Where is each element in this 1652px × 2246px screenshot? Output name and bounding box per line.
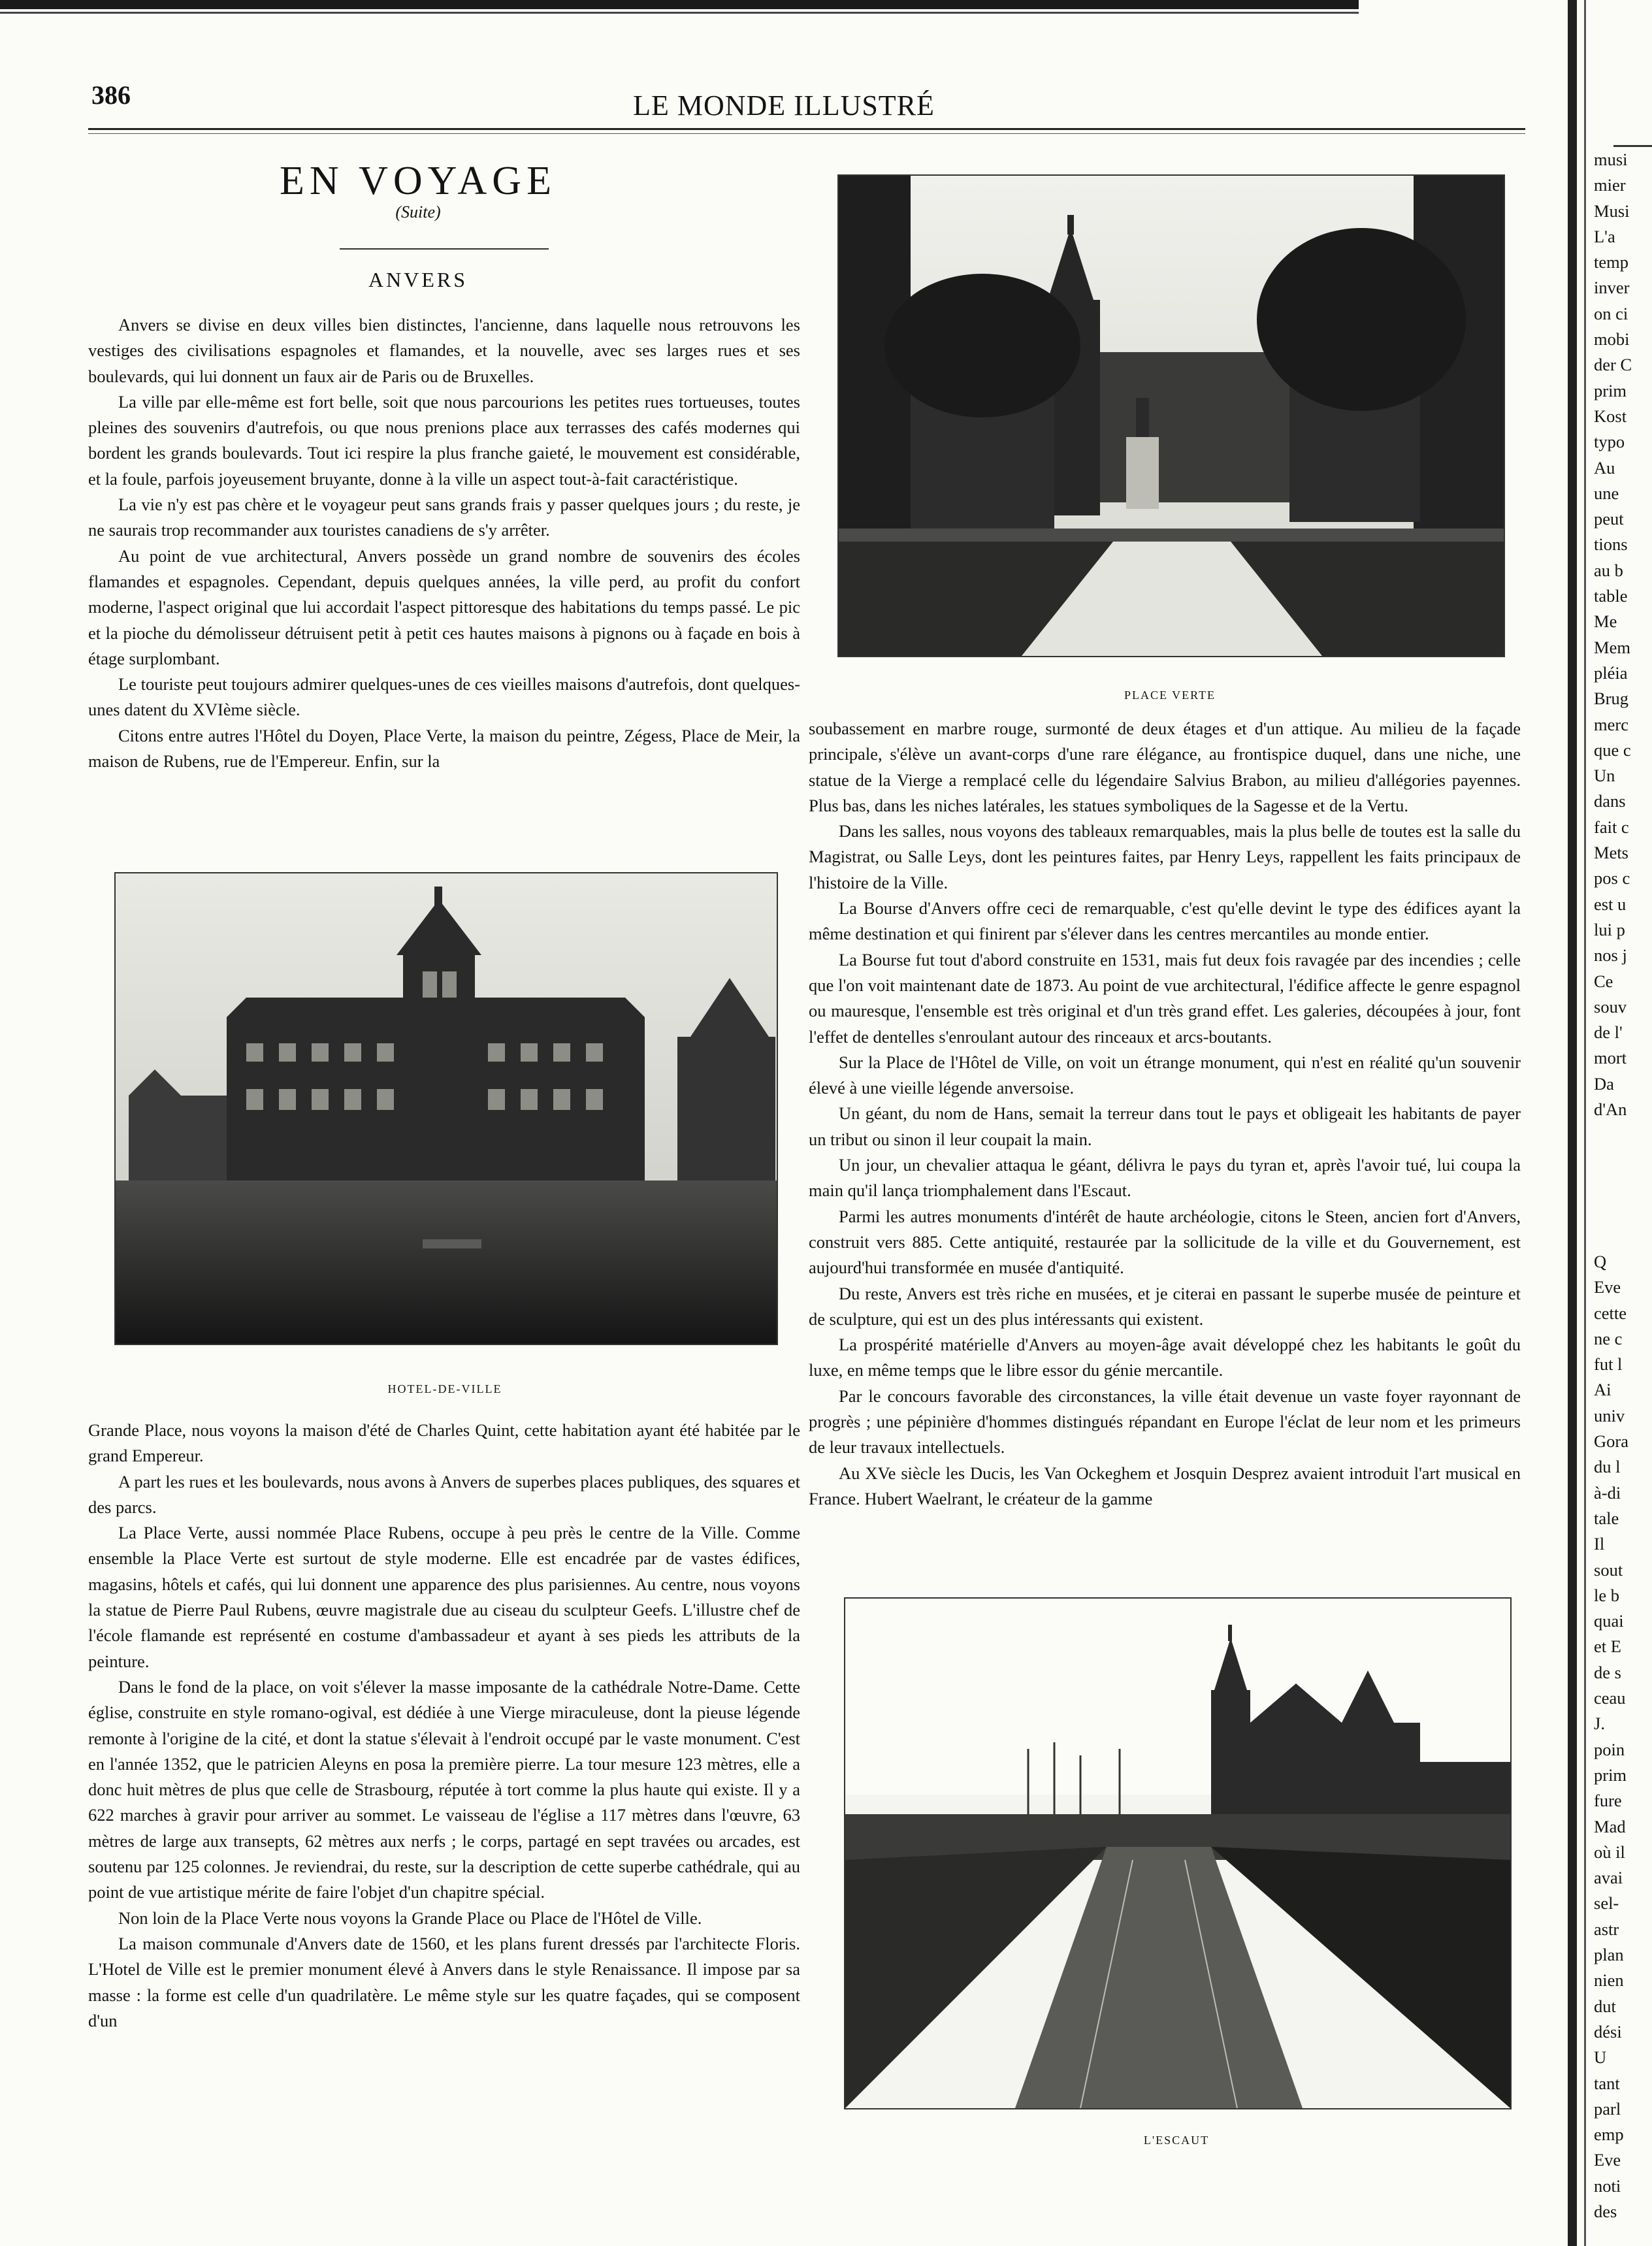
- adjacent-column-line: typo: [1594, 432, 1625, 452]
- adjacent-column-line: Me: [1594, 611, 1617, 632]
- adjacent-column-line: fure: [1594, 1791, 1622, 1811]
- adjacent-column-line: est u: [1594, 894, 1627, 914]
- adjacent-column-line: peut: [1594, 509, 1624, 529]
- adjacent-column-line: de l': [1594, 1022, 1623, 1043]
- adjacent-column-line: Mad: [1594, 1816, 1626, 1836]
- adjacent-column-line: avai: [1594, 1868, 1623, 1888]
- adjacent-column-line: poin: [1594, 1739, 1625, 1759]
- escaut-photo: [844, 1597, 1512, 2109]
- adjacent-column-line: ne c: [1594, 1328, 1623, 1348]
- adjacent-column-line: nien: [1594, 1970, 1624, 1991]
- adjacent-column-line: du l: [1594, 1457, 1621, 1477]
- adjacent-column-line: sout: [1594, 1559, 1623, 1580]
- adjacent-column-line: astr: [1594, 1919, 1619, 1939]
- hotel-de-ville-photo: [114, 872, 778, 1345]
- adjacent-column-line: Un: [1594, 766, 1615, 786]
- adjacent-column-line: souv: [1594, 996, 1627, 1017]
- adjacent-column-line: Au: [1594, 457, 1615, 478]
- paragraph: Dans le fond de la place, on voit s'élever la masse imposante de la cathédrale Notre-Dame. Cette église, construite en style romano-ogival, est dédiée à une Vierge miraculeuse, dont la pieuse légende remonte à l'origine de la cité, et dont la statue s'élevait à l'endroit occupé par le vaste monument. C'est en l'année 1352, que le patricien Aleyns en posa la première pierre. La tour mesure 123 mètres, elle a donc huit mètres de plus que celle de Strasbourg, réputée à tort comme la plus haute qui existe. Il y a 622 marches à gravir pour arriver au sommet. Le vaisseau de l'église a 117 mètres dans l'œuvre, 63 mètres de large aux transepts, 62 mètres aux nerfs ; le corps, partagé en sept travées ou arcades, est soutenu par 125 colonnes. Je reviendrai, du reste, sur la description de cette superbe cathédrale, qui au point de vue artistique mérite de faire l'objet d'un chapitre spécial.: [88, 1676, 800, 1902]
- adjacent-column-line: Gora: [1594, 1431, 1628, 1452]
- article-subtitle: (Suite): [395, 203, 441, 221]
- escaut-caption: L'ESCAUT: [1143, 2134, 1210, 2147]
- adjacent-column-line: merc: [1594, 714, 1628, 734]
- paragraph: Grande Place, nous voyons la maison d'été de Charles Quint, cette habitation ayant été habitée par le grand Empereur.: [88, 1420, 800, 1466]
- paragraph: La prospérité matérielle d'Anvers au moyen-âge avait développé chez les habitants le goût du luxe, en même temps que le libre essor du génie mercantile.: [809, 1335, 1521, 1380]
- adjacent-column-line: cette: [1594, 1303, 1627, 1323]
- header-rule: [88, 128, 1525, 130]
- column-1-bottom: [88, 1418, 800, 2136]
- adjacent-column-line: Brug: [1594, 689, 1628, 709]
- adjacent-column-line: d'An: [1594, 1099, 1627, 1119]
- adjacent-column-line: une: [1594, 483, 1619, 503]
- paragraph: Dans les salles, nous voyons des tableaux remarquables, mais la plus belle de toutes est la salle du Magistrat, ou Salle Leys, dont les peintures faites, par Henry Leys, rappellent les faits principaux de l'histoire de la Ville.: [809, 821, 1521, 892]
- paragraph: Non loin de la Place Verte nous voyons la Grande Place ou Place de l'Hôtel de Ville.: [118, 1908, 702, 1928]
- adjacent-column-line: le b: [1594, 1585, 1619, 1605]
- adjacent-column-line: ceau: [1594, 1688, 1626, 1708]
- adjacent-column-line: univ: [1594, 1405, 1625, 1425]
- page-gutter: [1568, 0, 1577, 2246]
- adjacent-column-line: J.: [1594, 1714, 1605, 1734]
- hotel-de-ville-caption: HOTEL-DE-VILLE: [387, 1382, 502, 1395]
- page-gutter-thin: [1584, 0, 1586, 2246]
- adjacent-column-line: que c: [1594, 740, 1631, 760]
- adjacent-column-line: mort: [1594, 1048, 1627, 1068]
- adjacent-column-line: des: [1594, 2201, 1617, 2221]
- adjacent-column-line: der C: [1594, 355, 1632, 375]
- adjacent-column-line: nos j: [1594, 945, 1627, 966]
- adjacent-column-line: dans: [1594, 791, 1626, 811]
- paragraph: Anvers se divise en deux villes bien distinctes, l'ancienne, dans laquelle nous retrouvons les vestiges des civilisations espagnoles et flamandes, et la nouvelle, avec ses larges rues et ses boulevards, qui lui donnent un faux air de Paris ou de Bruxelles.: [88, 315, 800, 386]
- adjacent-column-line: tant: [1594, 2073, 1620, 2093]
- adjacent-column-line: Ai: [1594, 1380, 1612, 1400]
- paragraph: Sur la Place de l'Hôtel de Ville, on voit un étrange monument, qui n'est en réalité qu'un souvenir élevé à une vieille légende anversoise.: [809, 1052, 1521, 1098]
- paragraph: Au XVe siècle les Ducis, les Van Ockeghem et Josquin Desprez avaient introduit l'art musical en France. Hubert Waelrant, le créateur de la gamme: [809, 1463, 1521, 1508]
- adjacent-column-line: lui p: [1594, 919, 1625, 939]
- adjacent-column-line: Q: [1594, 1252, 1607, 1271]
- adjacent-column-line: pléia: [1594, 662, 1628, 683]
- adjacent-column-line: prim: [1594, 1765, 1627, 1785]
- adjacent-column-line: Eve: [1594, 2150, 1621, 2170]
- adjacent-column-line: Il: [1594, 1534, 1605, 1554]
- paragraph: Un géant, du nom de Hans, semait la terreur dans tout le pays et obligeait les habitants de payer un tribut ou sinon il leur coupait la main.: [809, 1103, 1521, 1149]
- scan-top-border: [0, 0, 1359, 9]
- adjacent-column-line: L'a: [1594, 226, 1615, 246]
- adjacent-column-line: prim: [1594, 380, 1627, 400]
- adjacent-column-line: Mem: [1594, 637, 1630, 657]
- adjacent-column-line: quai: [1594, 1611, 1624, 1631]
- adjacent-column-line: U: [1594, 2047, 1607, 2068]
- masthead: LE MONDE ILLUSTRÉ: [633, 90, 935, 122]
- paragraph: Par le concours favorable des circonstances, la ville était devenue un vaste foyer rayonnant de progrès ; une pépinière d'hommes distingués répandant en Europe l'éclat de leur nom et les primeurs de leur travaux intellectuels.: [809, 1386, 1521, 1457]
- adjacent-column-line: dési: [1594, 2021, 1622, 2042]
- paragraph: La Place Verte, aussi nommée Place Rubens, occupe à peu près le centre de la Ville. Comme ensemble la Place Verte est surtout de style moderne. Elle est encadrée par de vastes édifices, magasins, hôtels et cafés, qui lui donnent une apparence des plus parisiennes. Au centre, nous voyons la statue de Pierre Paul Rubens, œuvre magistrale due au ciseau du sculpteur Geefs. L'illustre chef de l'école flamande est représenté en costume d'ambassadeur et ayant à ses pieds les attributs de la peinture.: [88, 1523, 800, 1671]
- adjacent-column-line: tions: [1594, 534, 1628, 555]
- adjacent-column-line: emp: [1594, 2124, 1624, 2145]
- adjacent-column-line: Eve: [1594, 1277, 1621, 1297]
- paragraph: Parmi les autres monuments d'intérêt de haute archéologie, citons le Steen, ancien fort d'Anvers, construit vers 885. Cette antiquité, restaurée par la sollicitude de la ville et du Gouvernement, est aujourd'hui transformée en musée d'antiquité.: [809, 1206, 1521, 1278]
- adjacent-column-line: sel-: [1594, 1893, 1619, 1913]
- adjacent-column-line: Mets: [1594, 843, 1628, 863]
- adjacent-column-line: et E: [1594, 1636, 1621, 1657]
- paragraph: Citons entre autres l'Hôtel du Doyen, Place Verte, la maison du peintre, Zégess, Place de Meir, la maison de Rubens, rue de l'Empereur. Enfin, sur la: [88, 725, 800, 772]
- column-2: [809, 716, 1521, 1565]
- adjacent-column-line: Kost: [1594, 406, 1627, 426]
- adjacent-column-line: au b: [1594, 560, 1623, 580]
- adjacent-column-line: on ci: [1594, 303, 1628, 323]
- adjacent-column-line: fait c: [1594, 817, 1629, 837]
- adjacent-column-line: Ce: [1594, 971, 1613, 991]
- page-number: 386: [91, 80, 131, 110]
- paragraph: La Bourse fut tout d'abord construite en 1531, mais fut deux fois ravagée par des incendies ; celle que l'on voit maintenant date de 1873. Au point de vue architectural, l'édifice affecte le genre espagnol ou mauresque, l'ensemble est très original et d'un très grand effet. Les galeries, découpées à jour, font l'effet de dentelles s'enroulant autour des rinceaux et arcs-boutants.: [809, 949, 1521, 1047]
- adjacent-column-line: inver: [1594, 278, 1630, 298]
- adjacent-column-line: temp: [1594, 252, 1628, 272]
- place-verte-photo: [837, 174, 1505, 657]
- column-1-top: [88, 312, 800, 854]
- adjacent-column-line: mier: [1594, 175, 1626, 195]
- paragraph: soubassement en marbre rouge, surmonté de deux étages et d'un attique. Au milieu de la façade principale, s'élève un avant-corps d'une rare élégance, au frontispice duquel, dans une niche, une statue de la Vierge a remplacé celle du légendaire Salvius Brabon, au milieu d'allégories payennes. Plus bas, dans les niches latérales, les statues symboliques de la Sagesse et de la Vertu.: [809, 719, 1521, 815]
- adjacent-column-line: à-di: [1594, 1482, 1621, 1503]
- adjacent-column-line: noti: [1594, 2175, 1621, 2196]
- adjacent-column-fragments: [1594, 147, 1652, 1122]
- paragraph: Au point de vue architectural, Anvers possède un grand nombre de souvenirs des écoles flamandes et espagnoles. Cependant, depuis quelques années, la ville perd, au profit du confort moderne, l'aspect original que lui accordait l'aspect pittoresque des habitations du temps passé. Le pic et la pioche du démolisseur détruisent petit à petit ces hautes maisons à pignons ou à façade en bois à étage surplombant.: [88, 545, 800, 668]
- adjacent-column-line: parl: [1594, 2098, 1621, 2119]
- paragraph: Un jour, un chevalier attaqua le géant, délivra le pays du tyran et, après l'avoir tué, lui coupa la main qu'il lança triomphalement dans l'Escaut.: [809, 1155, 1521, 1201]
- paragraph: La maison communale d'Anvers date de 1560, et les plans furent dressés par l'architecte Floris. L'Hotel de Ville est le premier monument élevé à Anvers dans le style Renaissance. Il impose par sa masse : la forme est celle d'un quadrilatère. Le même style sur les quatre façades, qui se composent d'un: [88, 1933, 800, 2030]
- adjacent-column-line: Da: [1594, 1073, 1614, 1094]
- adjacent-column-line: de s: [1594, 1662, 1621, 1682]
- article-title: EN VOYAGE: [280, 159, 557, 203]
- adjacent-column-line: mobi: [1594, 329, 1630, 350]
- paragraph: Le touriste peut toujours admirer quelques-unes de ces vieilles maisons d'autrefois, dont quelques-unes datent du XVIème siècle.: [88, 674, 800, 720]
- adjacent-column-line: tale: [1594, 1508, 1619, 1528]
- adjacent-column-line: table: [1594, 586, 1628, 606]
- scan-top-border-thin: [0, 12, 1359, 14]
- adjacent-column-line: dut: [1594, 1996, 1616, 2016]
- title-rule: [340, 248, 549, 250]
- paragraph: La vie n'y est pas chère et le voyageur peut sans grands frais y passer quelques jours ; du reste, je ne saurais trop recommander aux touristes canadiens de s'y arrêter.: [88, 495, 800, 540]
- paragraph: La ville par elle-même est fort belle, soit que nous parcourions les petites rues tortueuses, toutes pleines des souvenirs d'autrefois, ou que nous prenions place aux terrasses des cafés modernes qui bordent les grands boulevards. Tout ici respire la plus franche gaieté, le mouvement est considérable, et la foule, parfois joyeusement bruyante, donne à la ville un aspect tout-à-fait caractéristique.: [88, 391, 800, 489]
- paragraph: Du reste, Anvers est très riche en musées, et je citerai en passant le superbe musée de peinture et de sculpture, qui est un des plus intéressants qui existent.: [809, 1283, 1521, 1329]
- paragraph: A part les rues et les boulevards, nous avons à Anvers de superbes places publiques, des squares et des parcs.: [88, 1471, 800, 1517]
- adjacent-column-line: où il: [1594, 1842, 1625, 1862]
- paragraph: La Bourse d'Anvers offre ceci de remarquable, c'est qu'elle devint le type des édifices ayant la même destination et qui finirent par s'élever dans les centres mercantiles au monde entier.: [809, 898, 1521, 944]
- adjacent-column-line: musi: [1594, 150, 1628, 169]
- adjacent-column-fragments-lower: [1594, 1249, 1652, 2224]
- place-verte-caption: PLACE VERTE: [1124, 689, 1216, 702]
- adjacent-column-line: pos c: [1594, 868, 1630, 888]
- adjacent-column-line: Musi: [1594, 201, 1630, 221]
- adjacent-column-line: plan: [1594, 1945, 1624, 1965]
- section-heading: ANVERS: [368, 268, 468, 291]
- header-rule-thin: [88, 133, 1525, 134]
- adjacent-column-line: fut l: [1594, 1354, 1623, 1375]
